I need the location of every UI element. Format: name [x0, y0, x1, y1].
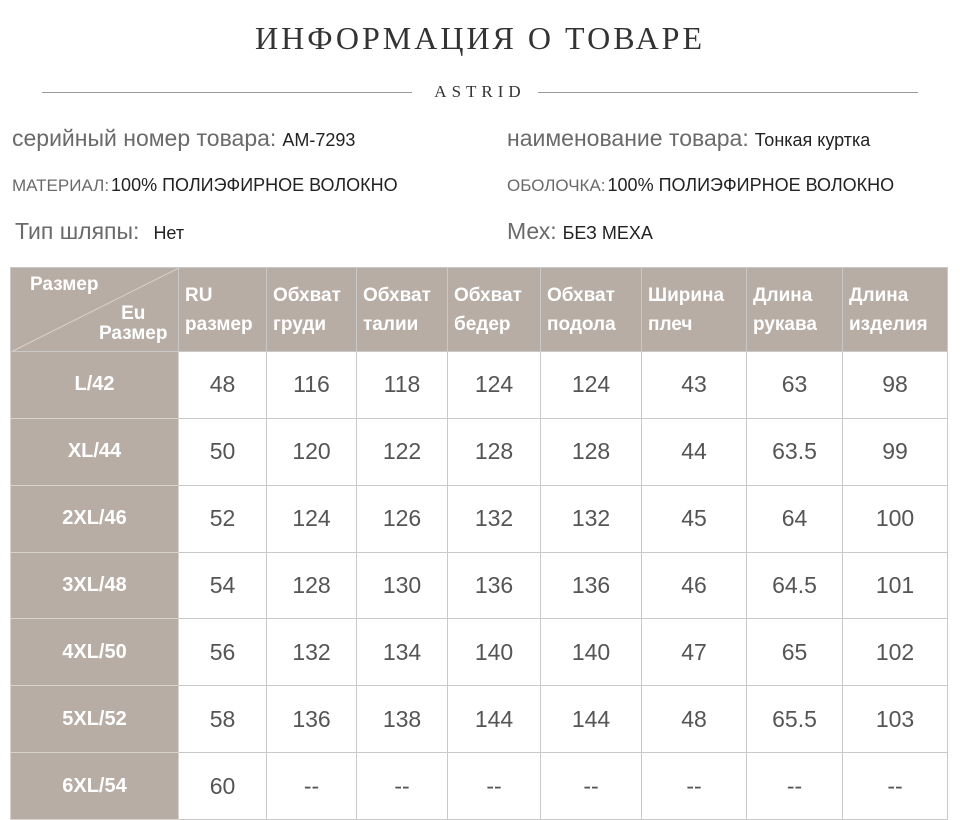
corner-label-size: Размер — [30, 274, 99, 295]
table-cell: 46 — [642, 552, 747, 619]
header-line: Длина — [849, 284, 909, 306]
row-size-label: 3XL/48 — [11, 552, 179, 619]
serial-number-info — [12, 125, 355, 152]
table-cell: 130 — [357, 552, 448, 619]
name-label: наименование товара: — [507, 125, 749, 151]
table-cell: 101 — [843, 552, 948, 619]
size-table — [10, 267, 948, 820]
header-line: Длина — [753, 284, 813, 306]
brand-divider — [42, 82, 918, 102]
row-size-label: 2XL/46 — [11, 485, 179, 552]
size-corner-header — [11, 268, 179, 352]
table-cell: 58 — [179, 686, 267, 753]
table-cell: 118 — [357, 352, 448, 419]
header-shoulder — [642, 268, 747, 352]
material-value: 100% ПОЛИЭФИРНОЕ ВОЛОКНО — [111, 175, 398, 195]
table-cell: -- — [448, 753, 541, 820]
corner-label-eu — [99, 304, 167, 344]
table-cell: 124 — [541, 352, 642, 419]
table-cell: 134 — [357, 619, 448, 686]
table-cell: 136 — [541, 552, 642, 619]
header-hips — [448, 268, 541, 352]
table-cell: 50 — [179, 418, 267, 485]
table-cell: 136 — [267, 686, 357, 753]
header-line: Обхват — [454, 284, 522, 306]
table-cell: 102 — [843, 619, 948, 686]
header-line: Ширина — [648, 284, 725, 306]
table-row — [11, 352, 948, 419]
table-cell: 132 — [541, 485, 642, 552]
serial-value: AM-7293 — [282, 130, 356, 150]
header-line: RU — [185, 284, 213, 306]
table-cell: 122 — [357, 418, 448, 485]
table-cell: 44 — [642, 418, 747, 485]
row-size-label: 6XL/54 — [11, 753, 179, 820]
hat-type-info — [15, 218, 184, 245]
table-cell: 132 — [267, 619, 357, 686]
table-cell: 128 — [541, 418, 642, 485]
table-cell: 138 — [357, 686, 448, 753]
table-cell: 48 — [642, 686, 747, 753]
corner-eu-size: Размер — [99, 323, 168, 344]
header-line: рукава — [753, 313, 817, 335]
table-cell: 144 — [541, 686, 642, 753]
table-header-row — [11, 268, 948, 352]
shell-label: ОБОЛОЧКА: — [507, 176, 606, 195]
table-cell: 56 — [179, 619, 267, 686]
header-line: размер — [185, 313, 253, 335]
row-size-label: 5XL/52 — [11, 686, 179, 753]
header-hem — [541, 268, 642, 352]
page-title: ИНФОРМАЦИЯ О ТОВАРЕ — [254, 20, 706, 56]
header-sleeve — [747, 268, 843, 352]
table-cell: 47 — [642, 619, 747, 686]
material-label: МАТЕРИАЛ: — [12, 176, 110, 195]
table-cell: 126 — [357, 485, 448, 552]
material-info — [12, 175, 398, 196]
fur-label: Мех: — [507, 218, 557, 244]
fur-info — [507, 218, 653, 245]
table-cell: -- — [747, 753, 843, 820]
table-cell: 48 — [179, 352, 267, 419]
table-cell: 144 — [448, 686, 541, 753]
row-size-label: XL/44 — [11, 418, 179, 485]
table-cell: 116 — [267, 352, 357, 419]
table-row — [11, 485, 948, 552]
serial-label: серийный номер товара: — [12, 125, 277, 151]
header-line: Обхват — [273, 284, 341, 306]
product-name-info — [507, 125, 870, 152]
table-cell: 120 — [267, 418, 357, 485]
table-cell: -- — [843, 753, 948, 820]
header-line: бедер — [454, 313, 511, 335]
header-ru-size — [179, 268, 267, 352]
shell-info — [507, 175, 894, 196]
header-waist — [357, 268, 448, 352]
table-cell: 45 — [642, 485, 747, 552]
divider-line-right — [538, 92, 918, 93]
hat-label: Тип шляпы: — [15, 218, 140, 244]
table-cell: -- — [267, 753, 357, 820]
table-row — [11, 686, 948, 753]
shell-value: 100% ПОЛИЭФИРНОЕ ВОЛОКНО — [607, 175, 895, 195]
row-size-label: 4XL/50 — [11, 619, 179, 686]
table-cell: 99 — [843, 418, 948, 485]
table-cell: 98 — [843, 352, 948, 419]
table-cell: 140 — [541, 619, 642, 686]
hat-value: Нет — [153, 223, 185, 243]
table-cell: 64.5 — [747, 552, 843, 619]
table-row — [11, 552, 948, 619]
table-cell: 140 — [448, 619, 541, 686]
table-cell: 63 — [747, 352, 843, 419]
header-line: Обхват — [363, 284, 431, 306]
header-line: талии — [363, 313, 419, 335]
table-cell: -- — [642, 753, 747, 820]
header-line: Обхват — [547, 284, 615, 306]
corner-eu: Eu — [121, 303, 146, 324]
table-cell: 128 — [448, 418, 541, 485]
header-line: изделия — [849, 313, 928, 335]
header-line: груди — [273, 313, 327, 335]
brand-name: ASTRID — [434, 82, 526, 101]
table-cell: 124 — [448, 352, 541, 419]
table-cell: 65.5 — [747, 686, 843, 753]
header-length — [843, 268, 948, 352]
table-row — [11, 753, 948, 820]
table-cell: 54 — [179, 552, 267, 619]
table-cell: 124 — [267, 485, 357, 552]
name-value: Тонкая куртка — [754, 130, 871, 150]
fur-value: БЕЗ МЕХА — [562, 223, 653, 243]
table-cell: 43 — [642, 352, 747, 419]
table-cell: 132 — [448, 485, 541, 552]
table-row — [11, 418, 948, 485]
header-chest — [267, 268, 357, 352]
table-cell: 52 — [179, 485, 267, 552]
table-cell: -- — [541, 753, 642, 820]
table-cell: 100 — [843, 485, 948, 552]
row-size-label: L/42 — [11, 352, 179, 419]
header-line: плеч — [648, 313, 693, 335]
table-cell: 136 — [448, 552, 541, 619]
table-cell: 65 — [747, 619, 843, 686]
table-cell: 64 — [747, 485, 843, 552]
table-cell: 128 — [267, 552, 357, 619]
table-cell: 60 — [179, 753, 267, 820]
table-cell: 103 — [843, 686, 948, 753]
table-cell: -- — [357, 753, 448, 820]
header-line: подола — [547, 313, 616, 335]
table-cell: 63.5 — [747, 418, 843, 485]
table-row — [11, 619, 948, 686]
